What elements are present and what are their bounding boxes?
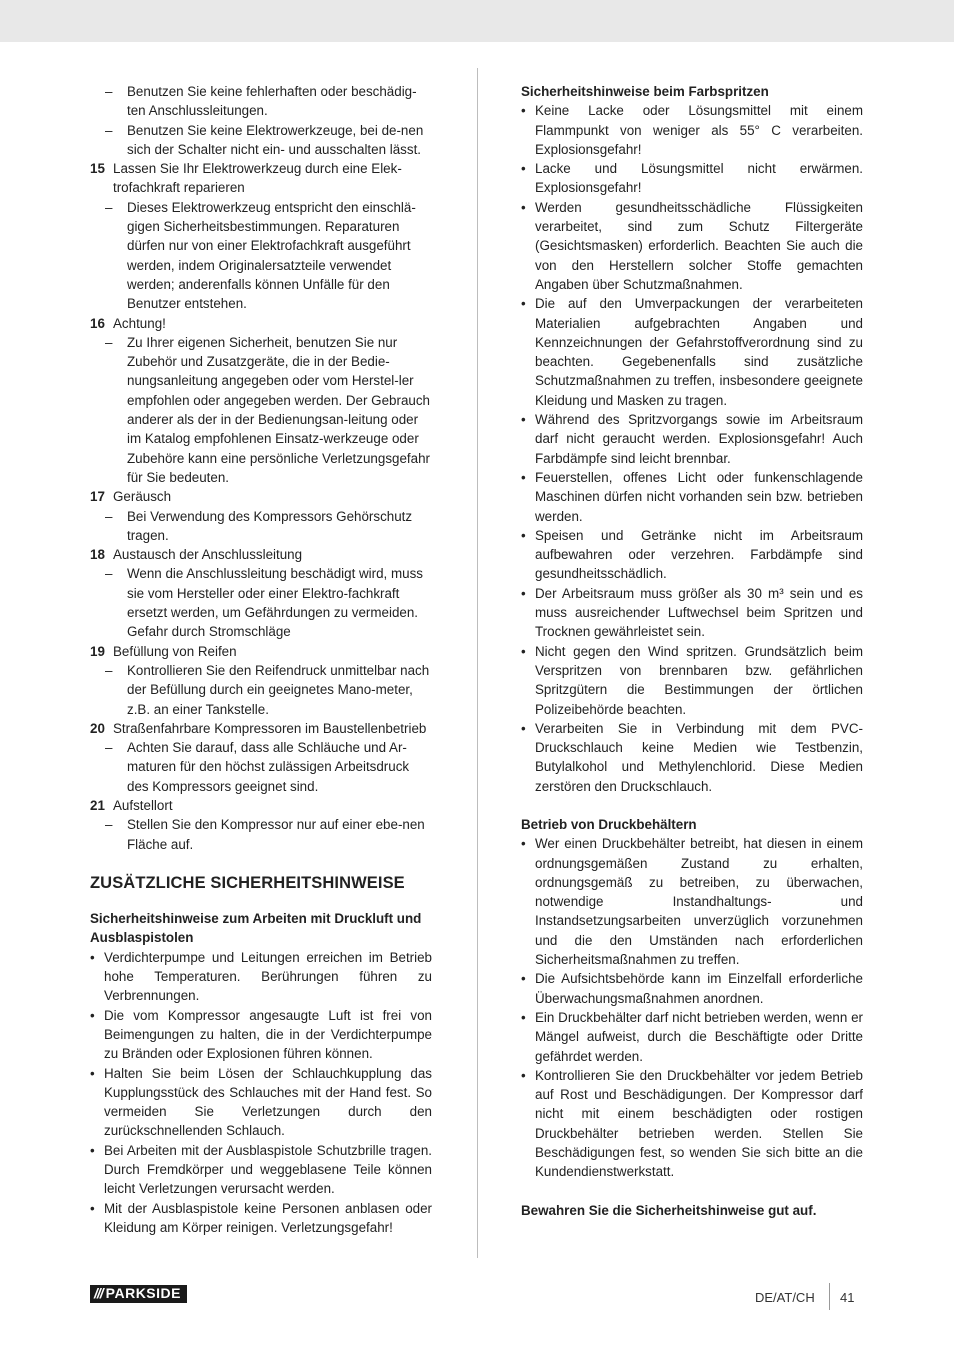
- numbered-item: [90, 796, 432, 815]
- bullet-marker: •: [521, 1009, 526, 1025]
- bullet-marker: •: [521, 199, 526, 215]
- bullet-item: [90, 1064, 432, 1141]
- item-text: Lacke und Lösungsmittel nicht erwärmen. Explosionsgefahr!: [535, 161, 863, 196]
- top-bar: [0, 0, 954, 42]
- bullet-marker: •: [521, 1067, 526, 1083]
- dash-item: [90, 815, 432, 854]
- logo-stripes: ///: [94, 1285, 103, 1302]
- item-text: Wenn die Anschlussleitung beschädigt wird, muss sie vom Hersteller oder einer Elektro-fachkraft ersetzt werden, um Gefährdungen zu vermeiden. Gefahr durch Stromschläge: [127, 566, 423, 640]
- item-number: 19: [90, 643, 105, 659]
- column-divider: [477, 68, 478, 1258]
- bullet-item: [521, 101, 863, 159]
- dash-item: [90, 198, 432, 314]
- numbered-instructions: [90, 82, 432, 854]
- footer-region: DE/AT/CH: [755, 1290, 815, 1305]
- bullet-marker: •: [90, 1142, 95, 1158]
- bullet-marker: •: [90, 949, 95, 965]
- bullet-item: [521, 1066, 863, 1182]
- left-column: [90, 82, 432, 1237]
- parkside-logo: [90, 1285, 187, 1303]
- bullet-item: [521, 834, 863, 969]
- bullet-item: [521, 159, 863, 198]
- bullet-marker: •: [521, 971, 526, 987]
- bullet-item: [521, 410, 863, 468]
- item-text: Kontrollieren Sie den Reifendruck unmittelbar nach der Befüllung durch ein geeignetes Mano-meter, z.B. an einer Tankstelle.: [127, 662, 430, 717]
- bullet-marker: •: [521, 836, 526, 852]
- bullet-marker: •: [521, 720, 526, 736]
- item-text: Aufstellort: [113, 797, 173, 813]
- bullet-marker: •: [521, 585, 526, 601]
- dash-marker: –: [105, 84, 113, 99]
- dash-marker: –: [105, 508, 113, 524]
- bullet-item: [521, 719, 863, 796]
- item-text: Benutzen Sie keine fehlerhaften oder beschädig-ten Anschlussleitungen.: [127, 84, 417, 119]
- dash-item: [90, 82, 432, 121]
- item-number: 18: [90, 547, 105, 563]
- compressed-air-list: [90, 948, 432, 1237]
- item-text: Mit der Ausblaspistole keine Personen anblasen oder Kleidung am Körper reinigen. Verletzungsgefahr!: [104, 1200, 432, 1235]
- footer-separator: [829, 1283, 830, 1310]
- bullet-marker: •: [521, 643, 526, 659]
- sub-heading-spray: Sicherheitshinweise beim Farbspritzen: [521, 84, 769, 99]
- item-text: Wer einen Druckbehälter betreibt, hat diesen in einem ordnungsgemäßen Zustand zu erhalten, ordnungsgemäß zu betreiben, zu überwachen, notwendige Instandhaltungs- und Instandsetzungsarbeiten unverzüglich vorzunehmen und die den Umständen nach erforderlichen Sicherheitsmaßnahmen zu treffen.: [535, 836, 863, 968]
- bullet-marker: •: [90, 1065, 95, 1081]
- sub-heading-compressed-air: Sicherheitshinweise zum Arbeiten mit Druckluft und Ausblaspistolen: [90, 911, 422, 946]
- item-text: Achtung!: [113, 315, 166, 331]
- bullet-item: [90, 1006, 432, 1064]
- spray-safety-list: [521, 101, 863, 796]
- bullet-marker: •: [521, 412, 526, 428]
- item-text: Austausch der Anschlussleitung: [113, 547, 303, 563]
- item-text: Achten Sie darauf, dass alle Schläuche und Ar-maturen für den höchst zulässigen Arbeitsdruck des Kompressors geeignet sind.: [127, 740, 410, 794]
- bullet-marker: •: [521, 469, 526, 485]
- numbered-item: [90, 487, 432, 506]
- item-text: Stellen Sie den Kompressor nur auf einer ebe-nen Fläche auf.: [127, 817, 425, 852]
- item-text: Der Arbeitsraum muss größer als 30 m³ sein und es muss ausreichender Luftwechsel beim Spritzen und Trocknen gewährleistet sein.: [535, 585, 863, 640]
- bullet-marker: •: [521, 296, 526, 312]
- item-number: 20: [90, 720, 105, 736]
- item-text: Feuerstellen, offenes Licht oder funkenschlagende Maschinen dürfen nicht vorhanden sein bzw. betrieben werden.: [535, 469, 863, 524]
- bullet-item: [90, 1141, 432, 1199]
- dash-item: [90, 661, 432, 719]
- item-text: Befüllung von Reifen: [113, 643, 237, 659]
- dash-item: [90, 564, 432, 641]
- item-text: Keine Lacke oder Lösungsmittel mit einem Flammpunkt von weniger als 55° C verarbeiten. Explosionsgefahr!: [535, 103, 863, 157]
- item-text: Bei Verwendung des Kompressors Gehörschutz tragen.: [127, 508, 413, 543]
- bullet-marker: •: [521, 161, 526, 177]
- bullet-item: [521, 642, 863, 719]
- dash-marker: –: [105, 662, 113, 678]
- bullet-marker: •: [90, 1007, 95, 1023]
- item-text: Verdichterpumpe und Leitungen erreichen im Betrieb hohe Temperaturen. Berührungen führen zu Verbrennungen.: [104, 949, 432, 1004]
- logo-text: PARKSIDE: [105, 1285, 181, 1302]
- dash-item: [90, 333, 432, 487]
- item-text: Nicht gegen den Wind spritzen. Grundsätzlich beim Verspritzen von brennbaren bzw. gefährlichen Spritzgütern die Bestimmungen der örtlichen Polizeibehörde beachten.: [535, 643, 863, 717]
- bullet-item: [90, 1199, 432, 1238]
- dash-marker: –: [105, 122, 113, 138]
- item-text: Lassen Sie Ihr Elektrowerkzeug durch eine Elek-trofachkraft reparieren: [113, 161, 402, 196]
- numbered-item: [90, 314, 432, 333]
- item-text: Die vom Kompressor angesaugte Luft ist frei von Beimengungen zu halten, die in der Verdichterpumpe zu Bränden oder Explosionen führen können.: [104, 1007, 432, 1062]
- bullet-marker: •: [521, 527, 526, 543]
- bullet-item: [521, 468, 863, 526]
- sub-heading-pressure: Betrieb von Druckbehältern: [521, 816, 697, 832]
- item-text: Halten Sie beim Lösen der Schlauchkupplung das Kupplungsstück des Schlauches mit der Hand fest. So vermeiden Sie Verletzungen durch den zurückschnellenden Schlauch.: [104, 1065, 432, 1139]
- numbered-item: [90, 642, 432, 661]
- item-text: Benutzen Sie keine Elektrowerkzeuge, bei de-nen sich der Schalter nicht ein- und ausschalten lässt.: [127, 122, 424, 157]
- numbered-item: [90, 545, 432, 564]
- item-text: Ein Druckbehälter darf nicht betrieben werden, wenn er Mängel aufweist, durch die Beschäftigte oder Dritte gefährdet werden.: [535, 1009, 863, 1064]
- item-text: Zu Ihrer eigenen Sicherheit, benutzen Sie nur Zubehör und Zusatzgeräte, die in der Bedie-nungsanleitung angegeben oder vom Herstel-ler empfohlen oder angegeben werden. Der Gebrauch anderer als der in der Bedienungsan-leitung oder im Katalog empfohlenen Einsatz-werkzeuge oder Zubehöre kann eine persönliche Verletzungsgefahr für Sie bedeuten.: [127, 334, 430, 485]
- item-text: Verarbeiten Sie in Verbindung mit dem PVC-Druckschlauch keine Medien wie Testbenzin, Butylalkohol und Methylenchlorid. Diese Medien zerstören den Druckschlauch.: [535, 720, 863, 794]
- dash-item: [90, 507, 432, 546]
- item-text: Die auf den Umverpackungen der verarbeiteten Materialien aufgebrachten Angaben und Kennzeichnungen der Gefahrstoffverordnung sind zu beachten. Gegebenenfalls sind zusätzliche Schutzmaßnahmen zu treffen, insbesondere geeignete Kleidung und Masken zu tragen.: [535, 296, 863, 408]
- right-column: [521, 82, 863, 1220]
- bullet-item: [521, 1008, 863, 1066]
- item-number: 17: [90, 489, 105, 505]
- bullet-item: [521, 198, 863, 294]
- item-text: Kontrollieren Sie den Druckbehälter vor jedem Betrieb auf Rost und Beschädigungen. Der Kompressor darf nicht mit einem beschädigten oder rostigen Druckbehälter betrieben werden. Stellen Sie Beschädigungen fest, so wenden Sie sich bitte an die Kundendienstwerkstatt.: [535, 1067, 863, 1180]
- item-text: Straßenfahrbare Kompressoren im Baustellenbetrieb: [113, 720, 427, 736]
- item-text: Dieses Elektrowerkzeug entspricht den einschlä-gigen Sicherheitsbestimmungen. Reparaturen dürfen nur von einer Elektrofachkraft ausgeführt werden, indem Originalersatzteile verwendet werden; anderenfalls können Unfälle für den Benutzer entstehen.: [127, 199, 416, 312]
- page-number: 41: [840, 1290, 855, 1305]
- item-number: 16: [90, 315, 105, 331]
- bullet-item: [521, 526, 863, 584]
- dash-marker: –: [105, 566, 113, 582]
- item-text: Speisen und Getränke nicht im Arbeitsraum aufbewahren oder verzehren. Farbdämpfe sind gesundheitsschädlich.: [535, 527, 863, 582]
- numbered-item: [90, 719, 432, 738]
- item-text: Bei Arbeiten mit der Ausblaspistole Schutzbrille tragen. Durch Fremdkörper und weggeblasene Teile können leicht Verletzungen verursacht werden.: [104, 1142, 432, 1197]
- item-text: Die Aufsichtsbehörde kann im Einzelfall erforderliche Überwachungsmaßnahmen anordnen.: [535, 971, 863, 1006]
- dash-item: [90, 121, 432, 160]
- bullet-item: [521, 584, 863, 642]
- item-text: Geräusch: [113, 489, 172, 505]
- numbered-item: [90, 159, 432, 198]
- bullet-item: [90, 948, 432, 1006]
- pressure-vessel-list: [521, 834, 863, 1181]
- dash-marker: –: [105, 334, 113, 350]
- item-text: Während des Spritzvorgangs sowie im Arbeitsraum darf nicht geraucht werden. Explosionsgefahr! Auch Farbdämpfe sind leicht brennbar.: [535, 412, 863, 466]
- dash-marker: –: [105, 817, 113, 833]
- dash-marker: –: [105, 740, 113, 756]
- closing-note: Bewahren Sie die Sicherheitshinweise gut auf.: [521, 1202, 817, 1218]
- bullet-marker: •: [521, 103, 526, 119]
- item-number: 21: [90, 797, 105, 813]
- item-text: Werden gesundheitsschädliche Flüssigkeiten verarbeitet, sind zum Schutz Filtergeräte (Gesichtsmasken) erforderlich. Beachten Sie auch die von den Herstellern solcher Stoffe gemachten Angaben über Schutzmaßnahmen.: [535, 199, 863, 292]
- bullet-item: [521, 294, 863, 410]
- section-heading: ZUSÄTZLICHE SICHERHEITSHINWEISE: [90, 873, 405, 892]
- item-number: 15: [90, 161, 105, 177]
- bullet-item: [521, 969, 863, 1008]
- dash-item: [90, 738, 432, 796]
- dash-marker: –: [105, 199, 113, 215]
- bullet-marker: •: [90, 1200, 95, 1216]
